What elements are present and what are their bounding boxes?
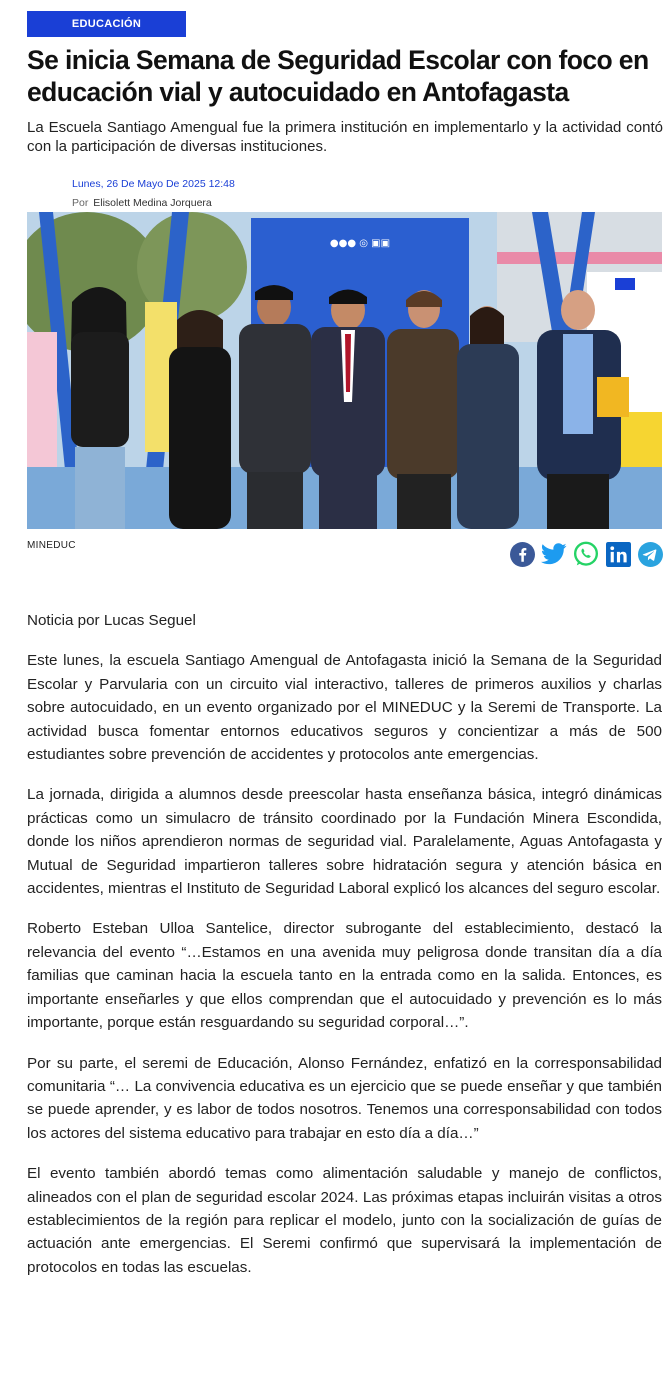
facebook-share-button[interactable] xyxy=(509,541,535,567)
article-paragraph: La jornada, dirigida a alumnos desde preescolar hasta enseñanza básica, integró dinámicas prácticas como un simulacro de tránsito coordinado por la Fundación Minera Escondida, donde los niños aprendieron normas de seguridad vial. Paralelamente, Aguas Antofagasta y Mutual de Seguridad impartieron talleres sobre hidratación segura y atención básica en accidentes, mientras el Instituto de Seguridad Laboral explicó los alcances del seguro escolar. xyxy=(27,786,662,898)
whatsapp-icon xyxy=(573,541,599,567)
photo-caption: MINEDUC xyxy=(27,540,76,551)
telegram-share-button[interactable] xyxy=(637,541,663,567)
author-line xyxy=(72,197,212,209)
twitter-share-button[interactable] xyxy=(541,541,567,567)
article-lead: La Escuela Santiago Amengual fue la primera institución en implementarlo y la actividad contó con la participación de diversas instituciones. xyxy=(27,119,663,155)
svg-text:●●● ◎ ▣▣: ●●● ◎ ▣▣ xyxy=(329,238,391,249)
twitter-icon xyxy=(541,543,567,565)
publish-date: Lunes, 26 De Mayo De 2025 12:48 xyxy=(72,178,235,190)
share-bar xyxy=(509,541,663,567)
article-paragraph: El evento también abordó temas como alimentación saludable y manejo de conflictos, alineados con el plan de seguridad escolar 2024. Las próximas etapas incluirán visitas a otros establecimientos de la región para replicar el modelo, junto con la socialización de guías de actuación ante emergencias. El Seremi confirmó que supervisará la implementación de protocolos en todas las escuelas. xyxy=(27,1165,662,1276)
article-paragraph: Roberto Esteban Ulloa Santelice, director subrogante del establecimiento, destacó la relevancia del evento “…Estamos en una avenida muy peligrosa donde transitan día a día familias que caminan hacia la escuela tanto en la entrada como en la salida. Entonces, es importante enseñarles y que ellos comprendan que el autocuidado y prevención es lo más importante, porque están resguardando su seguridad corporal…”. xyxy=(27,920,662,1032)
article-body xyxy=(27,609,662,1296)
article-headline: Se inicia Semana de Seguridad Escolar con foco en educación vial y autocuidado en Antofagasta xyxy=(27,45,649,107)
by-label: Por xyxy=(72,197,89,209)
article-byline: Noticia por Lucas Seguel xyxy=(27,612,196,629)
article-paragraph: Por su parte, el seremi de Educación, Alonso Fernández, enfatizó en la corresponsabilidad comunitaria “… La convivencia educativa es un ejercicio que se puede enseñar y que también se puede aprender, y es labor de todos nosotros. Tenemos una corresponsabilidad con todos los actores del sistema educativo para trabajar en esto día a día…” xyxy=(27,1054,662,1142)
linkedin-share-button[interactable] xyxy=(605,541,631,567)
facebook-icon xyxy=(510,542,535,567)
article-photo xyxy=(27,212,662,529)
linkedin-icon xyxy=(606,542,631,567)
telegram-icon xyxy=(638,542,663,567)
category-tag[interactable]: EDUCACIÓN xyxy=(27,11,186,37)
event-group-photo xyxy=(27,212,662,529)
article-paragraph: Este lunes, la escuela Santiago Amengual de Antofagasta inició la Semana de la Seguridad Escolar y Parvularia con un circuito vial interactivo, talleres de primeros auxilios y charlas sobre autocuidado, en un evento organizado por el MINEDUC y la Seremi de Transporte. La actividad busca fomentar entornos educativos seguros y concientizar a más de 500 estudiantes sobre prevención de accidentes y protocolos ante emergencias. xyxy=(27,652,662,764)
whatsapp-share-button[interactable] xyxy=(573,541,599,567)
author-name[interactable]: Elisolett Medina Jorquera xyxy=(93,197,212,209)
